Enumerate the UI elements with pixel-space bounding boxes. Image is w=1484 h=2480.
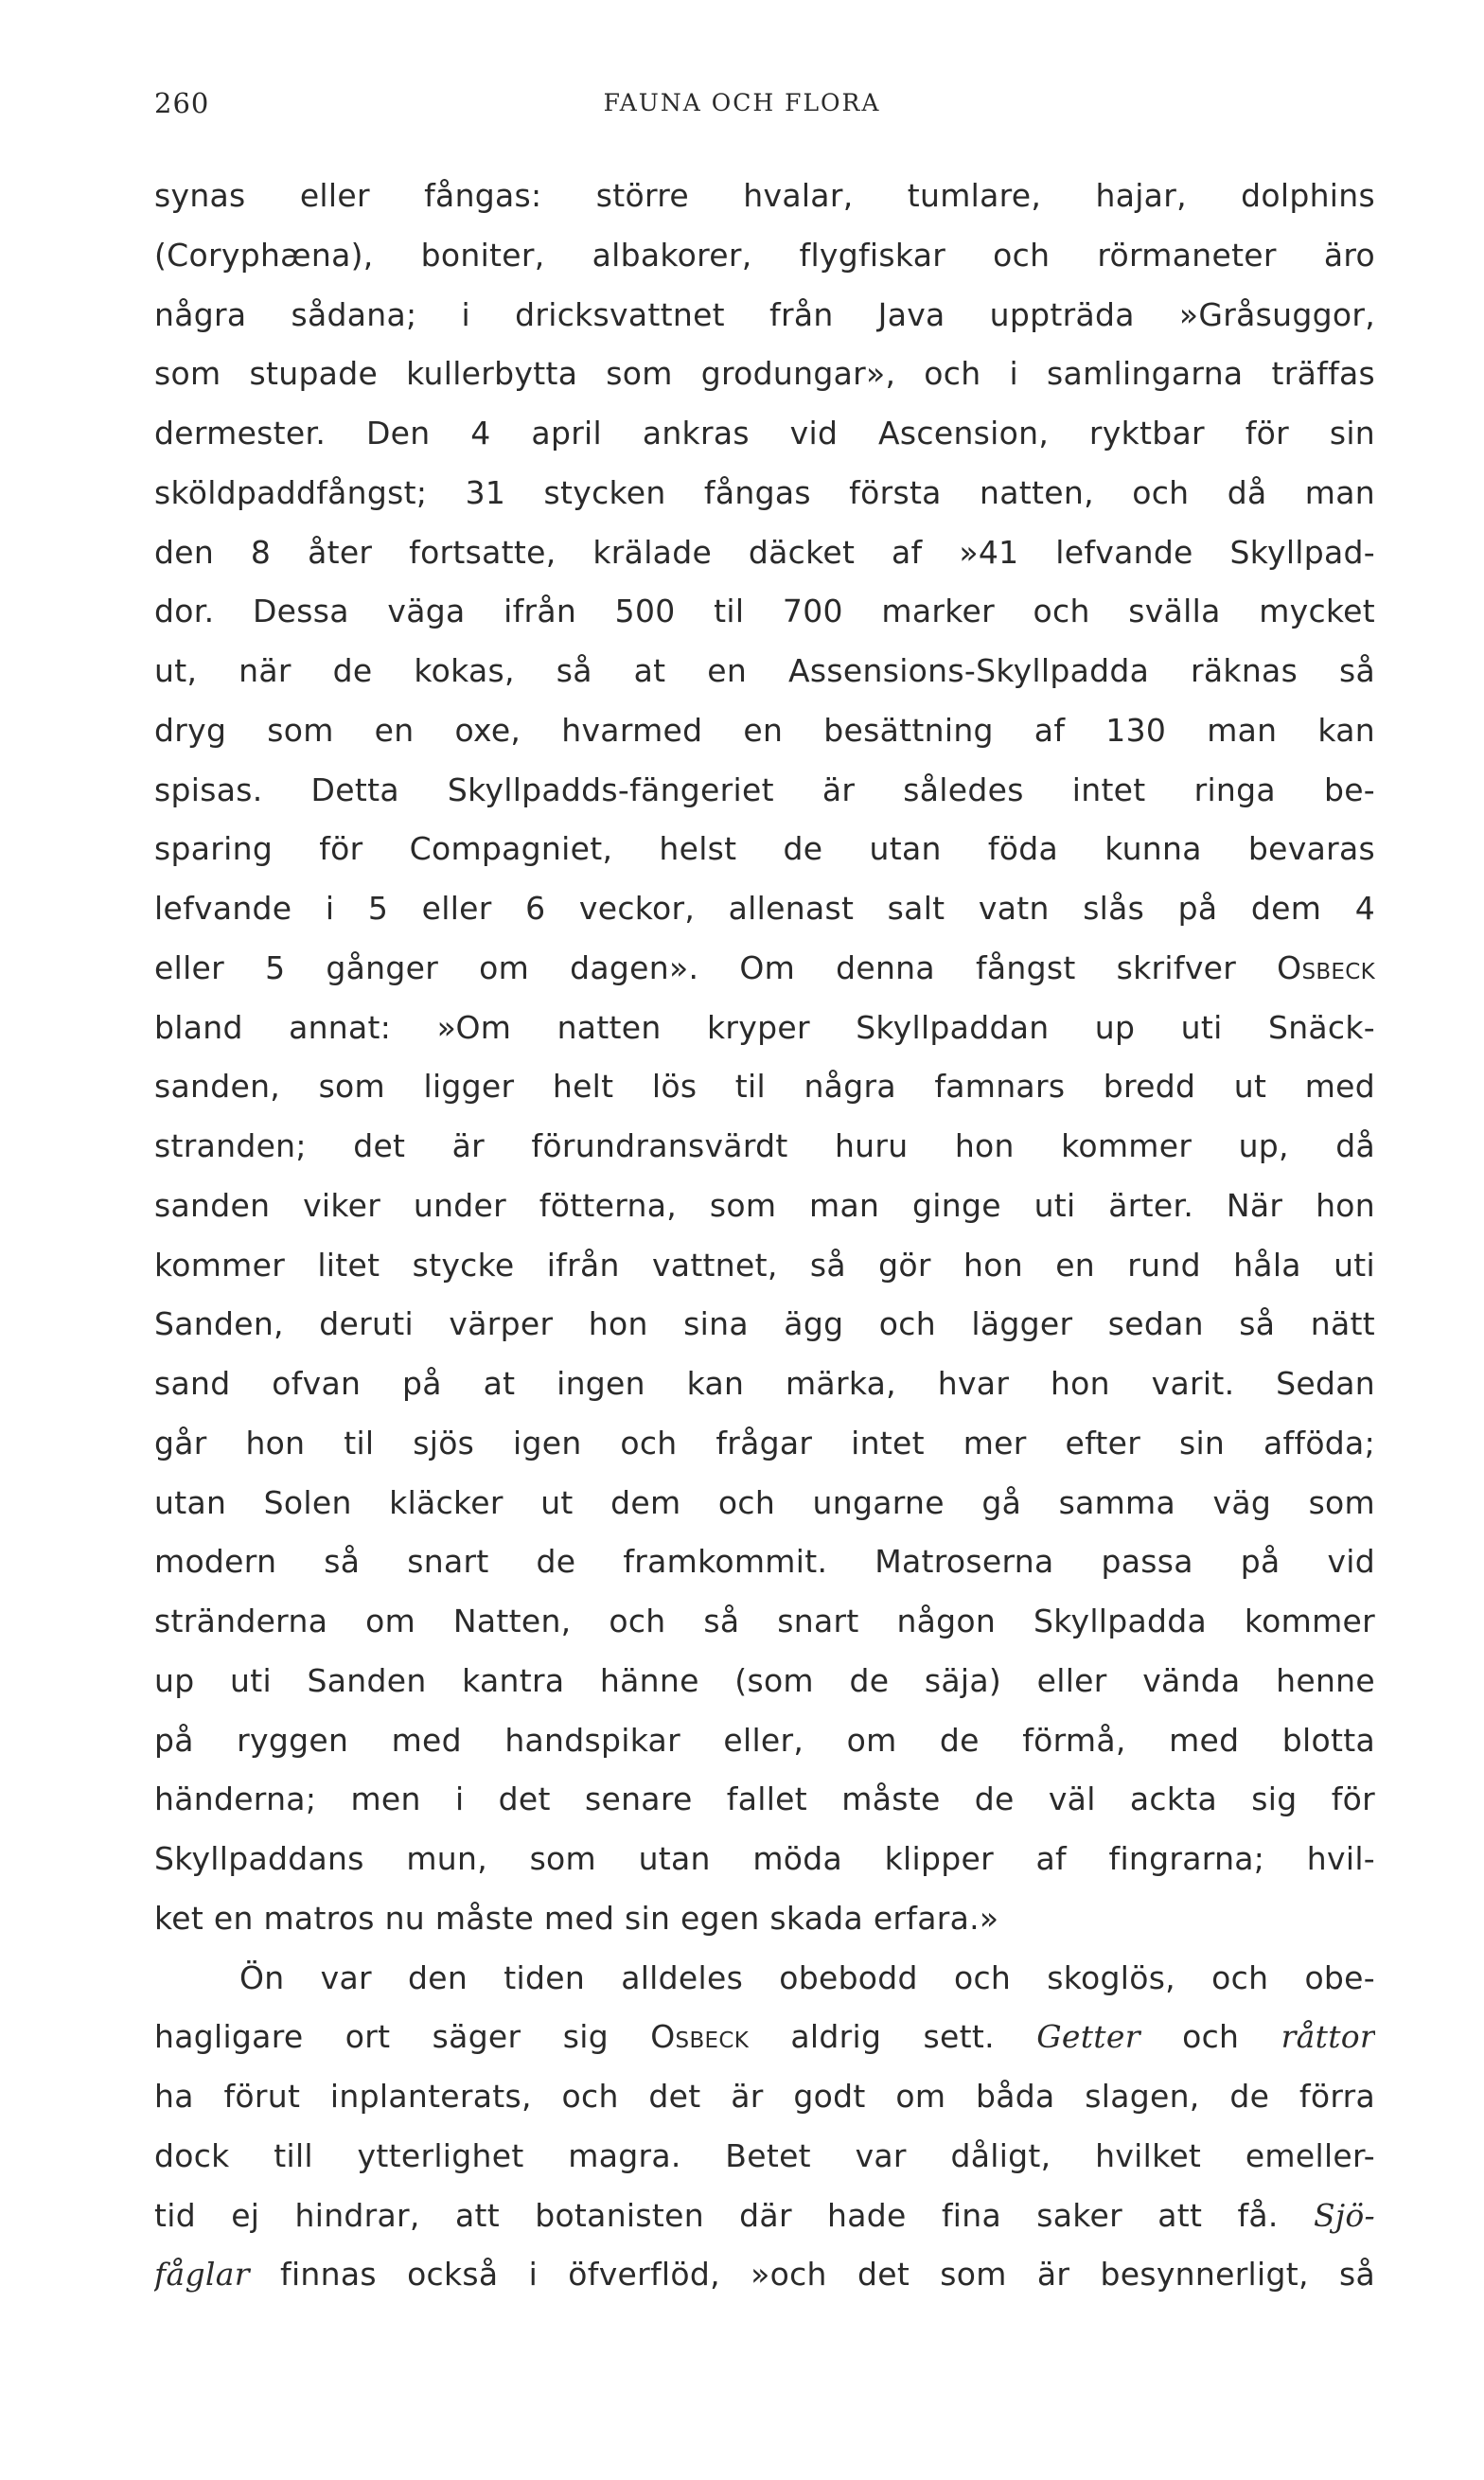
- page-number: 260: [154, 87, 210, 119]
- text-line: spisas. Detta Skyllpadds-fängeriet är således intet ringa be-: [154, 771, 1375, 808]
- text-line: Skyllpaddans mun, som utan möda klipper af fingrarna; hvil-: [154, 1840, 1375, 1877]
- text-line: utan Solen kläcker ut dem och ungarne gå samma väg som: [154, 1483, 1375, 1521]
- text-line: (Coryphæna), boniter, albakorer, flygfiskar och rörmaneter äro: [154, 236, 1375, 274]
- text-line: som stupade kullerbytta som grodungar», och i samlingarna träffas: [154, 355, 1375, 393]
- text-line: går hon til sjös igen och frågar intet mer efter sin afföda;: [154, 1424, 1375, 1461]
- text-line: sanden, som ligger helt lös til några famnars bredd ut med: [154, 1068, 1375, 1106]
- text-line: [154, 2008, 1375, 2067]
- text-line: Sanden, deruti värper hon sina ägg och lägger sedan så nätt: [154, 1305, 1375, 1343]
- text-line: up uti Sanden kantra hänne (som de säja) eller vända henne: [154, 1661, 1375, 1699]
- text-line: dryg som en oxe, hvarmed en besättning af 130 man kan: [154, 711, 1375, 749]
- text-line: den 8 åter fortsatte, krälade däcket af »41 lefvande Skyllpad-: [154, 533, 1375, 571]
- body-text: [154, 167, 1375, 2305]
- text-segment: hagligare ort säger sig: [154, 2018, 651, 2056]
- text-line: [154, 939, 1375, 999]
- text-line: stränderna om Natten, och så snart någon Skyllpadda kommer: [154, 1603, 1375, 1639]
- page-header: [0, 87, 1484, 125]
- text-line: lefvande i 5 eller 6 veckor, allenast salt vatn slås på dem 4: [154, 890, 1375, 927]
- text-line: ut, när de kokas, så at en Assensions-Skyllpadda räknas så: [154, 652, 1375, 689]
- text-line: sanden viker under fötterna, som man ginge uti ärter. När hon: [154, 1186, 1375, 1224]
- text-line: på ryggen med handspikar eller, om de förmå, med blotta: [154, 1721, 1375, 1759]
- text-line: kommer litet stycke ifrån vattnet, så gör hon en rund håla uti: [154, 1246, 1375, 1284]
- text-segment: eller 5 gånger om dagen». Om denna fångst skrifver: [154, 948, 1278, 986]
- text-line: stranden; det är förundransvärdt huru hon kommer up, då: [154, 1127, 1375, 1164]
- text-line: sand ofvan på at ingen kan märka, hvar hon varit. Sedan: [154, 1365, 1375, 1402]
- italic-term-rattor: råttor: [1281, 2018, 1375, 2056]
- running-title: FAUNA OCH FLORA: [603, 89, 881, 116]
- text-segment: aldrig sett.: [749, 2018, 1037, 2056]
- text-line: ha förut inplanterats, och det är godt om båda slagen, de förra: [154, 2078, 1375, 2115]
- text-line: dermester. Den 4 april ankras vid Ascension, ryktbar för sin: [154, 415, 1375, 452]
- text-line: dock till ytterlighet magra. Betet var dåligt, hvilket emeller-: [154, 2136, 1375, 2174]
- author-name-osbeck: Osbeck: [1277, 948, 1375, 986]
- text-line: dor. Dessa väga ifrån 500 til 700 marker och svälla mycket: [154, 593, 1375, 630]
- text-line: några sådana; i dricksvattnet från Java uppträda »Gråsuggor,: [154, 295, 1375, 333]
- text-line: sköldpaddfångst; 31 stycken fångas första natten, och då man: [154, 473, 1375, 511]
- text-line: sparing för Compagniet, helst de utan föda kunna bevaras: [154, 830, 1375, 868]
- text-line: synas eller fångas: större hvalar, tumlare, hajar, dolphins: [154, 177, 1375, 214]
- text-line-paragraph-end: ket en matros nu måste med sin egen skada erfara.»: [154, 1899, 999, 1937]
- text-line: modern så snart de framkommit. Matroserna passa på vid: [154, 1543, 1375, 1581]
- text-line: händerna; men i det senare fallet måste de väl ackta sig för: [154, 1780, 1375, 1818]
- italic-term-getter: Getter: [1036, 2018, 1140, 2056]
- text-segment: och: [1140, 2018, 1281, 2056]
- text-line: [154, 2187, 1375, 2246]
- text-segment: finnas också i öfverflöd, »och det som är besynnerligt, så: [249, 2256, 1375, 2294]
- italic-term-sjo: Sjö-: [1313, 2196, 1375, 2234]
- text-line-paragraph-start: Ön var den tiden alldeles obebodd och skoglös, och obe-: [239, 1958, 1375, 1996]
- text-line: [154, 2245, 1375, 2305]
- text-line: bland annat: »Om natten kryper Skyllpaddan up uti Snäck-: [154, 1008, 1375, 1046]
- italic-term-faglar: fåglar: [154, 2256, 250, 2294]
- text-segment: tid ej hindrar, att botanisten där hade fina saker att få.: [154, 2196, 1314, 2234]
- author-name-osbeck: Osbeck: [650, 2018, 750, 2056]
